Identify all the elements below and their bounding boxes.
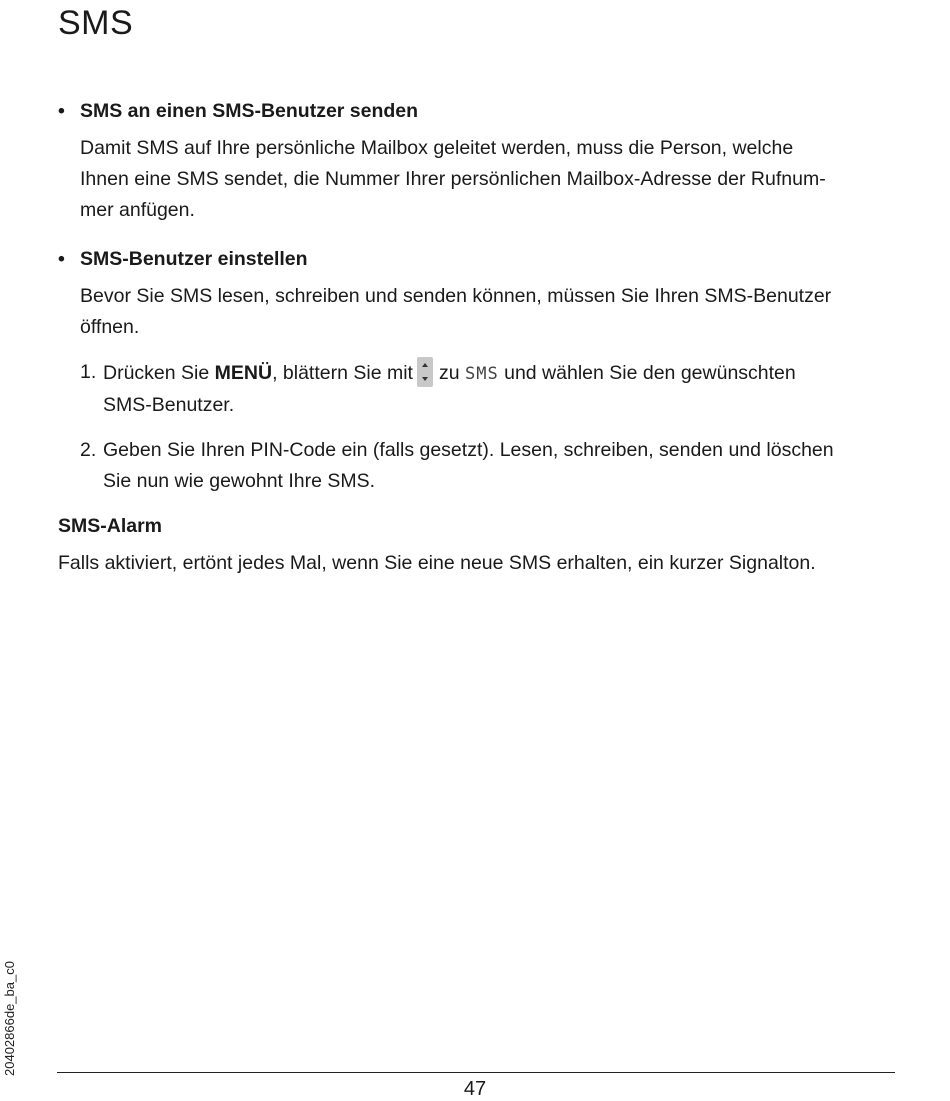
section-sms-alarm (58, 511, 888, 579)
step-text-part: Sie nun wie gewohnt Ihre SMS. (103, 470, 376, 492)
section-paragraph (58, 281, 888, 343)
step-number: 1. (80, 361, 97, 383)
display-text-sms: SMS (464, 364, 499, 384)
bullet-icon: • (58, 248, 65, 270)
paragraph-line: Bevor Sie SMS lesen, schreiben und senden können, müssen Sie Ihren SMS-Benutzer (80, 285, 832, 307)
section-paragraph: Falls aktiviert, ertönt jedes Mal, wenn Sie eine neue SMS erhalten, ein kurzer Signalton. (58, 552, 816, 574)
section-sms-an-benutzer (58, 96, 888, 226)
step-text (103, 357, 888, 421)
paragraph-line: Ihnen eine SMS sendet, die Nummer Ihrer persönlichen Mailbox-Adresse der Rufnum- (80, 168, 826, 190)
step-text-part: , blättern Sie mit (272, 362, 413, 384)
document-code: 20402866de_ba_c0 (2, 961, 17, 1076)
section-heading (58, 244, 888, 275)
paragraph-line: öffnen. (80, 316, 140, 338)
step-text-part: SMS-Benutzer. (103, 394, 235, 416)
up-down-scroll-key-icon (417, 357, 433, 387)
page-content (58, 96, 888, 579)
step-item (80, 435, 888, 497)
paragraph-line: Damit SMS auf Ihre persönliche Mailbox geleitet werden, muss die Person, welche (80, 137, 794, 159)
step-item (80, 357, 888, 421)
step-text (103, 435, 888, 497)
section-heading-text: SMS-Benutzer einstellen (80, 248, 308, 270)
page-number: 47 (463, 1078, 487, 1100)
section-heading-text: SMS an einen SMS-Benutzer senden (80, 100, 419, 122)
bullet-icon: • (58, 100, 65, 122)
step-text-part: Geben Sie Ihren PIN-Code ein (falls gesetzt). Lesen, schreiben, senden und löschen (103, 439, 834, 461)
step-number: 2. (80, 439, 97, 461)
footer-divider (57, 1072, 895, 1073)
step-text-part: Drücken Sie (103, 362, 215, 384)
step-text-part: zu (438, 362, 465, 384)
menu-key-label: MENÜ (214, 362, 273, 384)
page-title: SMS (58, 4, 134, 42)
section-heading (58, 96, 888, 127)
section-paragraph (58, 133, 888, 226)
steps-list (58, 357, 888, 497)
step-text-part: und wählen Sie den gewünschten (498, 362, 796, 384)
paragraph-line: mer anfügen. (80, 199, 195, 221)
section-sms-benutzer-einstellen (58, 244, 888, 497)
section-heading: SMS-Alarm (58, 515, 163, 537)
